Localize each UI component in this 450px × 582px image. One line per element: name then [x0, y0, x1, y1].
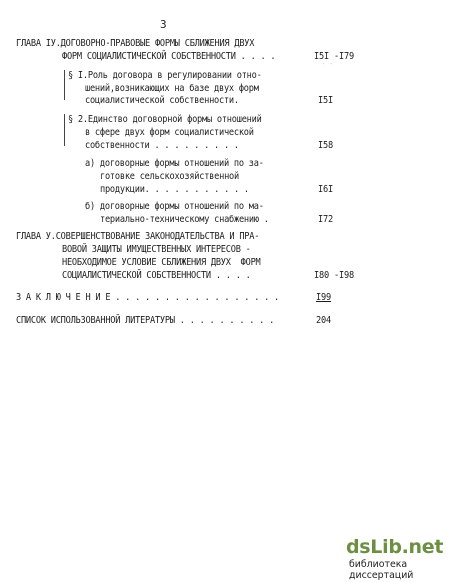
chapter-4-title-line-2: ФОРМ СОЦИАЛИСТИЧЕСКОЙ СОБСТВЕННОСТИ . . . . [62, 51, 276, 62]
section-brace [64, 70, 65, 100]
subsection-a-title-line-2: готовке сельскохозяйственной [100, 171, 239, 182]
section-2-title-line-1: § 2.Единство договорной формы отношений [68, 114, 262, 125]
chapter-5-title-line-4: СОЦИАЛИСТИЧЕСКОЙ СОБСТВЕННОСТИ . . . . [62, 270, 251, 281]
subsection-b-page: I72 [318, 214, 334, 225]
subsection-a-title-line-1: а) договорные формы отношений по за- [85, 158, 264, 169]
chapter-4-title-line-1: ГЛАВА IУ.ДОГОВОРНО-ПРАВОВЫЕ ФОРМЫ СБЛИЖЕНИЯ ДВУХ [16, 38, 255, 49]
pencil-mark: ˙ ˙ [322, 63, 333, 70]
bibliography-entry: СПИСОК ИСПОЛЬЗОВАННОЙ ЛИТЕРАТУРЫ . . . . . . . . . . [16, 315, 275, 326]
chapter-5-title-line-2: ВОВОЙ ЗАЩИТЫ ИМУЩЕСТВЕННЫХ ИНТЕРЕСОВ - [62, 244, 251, 255]
subsection-b-title-line-1: б) договорные формы отношений по ма- [85, 201, 264, 212]
section-1-title-line-3: социалистической собственности. [85, 95, 239, 106]
conclusion-entry: З А К Л Ю Ч Е Н И Е . . . . . . . . . . . . . . . . . [16, 292, 280, 303]
chapter-5-page-range: I80 -I98 [314, 270, 355, 281]
conclusion-page: I99 [316, 292, 332, 303]
subsection-a-page: I6I [318, 184, 334, 195]
section-2-title-line-2: в сфере двух форм социалистической [85, 127, 254, 138]
section-2-page: I58 [318, 140, 334, 151]
section-1-page: I5I [318, 95, 334, 106]
bibliography-page: 204 [316, 315, 332, 326]
subsection-b-title-line-2: териально-техническому снабжению . [100, 214, 269, 225]
dslib-logo: dsLib.net [346, 536, 444, 558]
subsection-a-title-line-3: продукции. . . . . . . . . . . [100, 184, 249, 195]
dslib-subtitle: библиотека диссертаций [349, 559, 414, 581]
chapter-4-page-range: I5I -I79 [314, 51, 355, 62]
section-1-title-line-1: § I.Роль договора в регулировании отно- [68, 70, 262, 81]
chapter-5-title-line-1: ГЛАВА У.СОВЕРШЕНСТВОВАНИЕ ЗАКОНОДАТЕЛЬСТВА И ПРА- [16, 231, 260, 242]
section-2-title-line-3: собственности . . . . . . . . . [85, 140, 239, 151]
chapter-5-title-line-3: НЕОБХОДИМОЕ УСЛОВИЕ СБЛИЖЕНИЯ ДВУХ ФОРМ [62, 257, 261, 268]
page-number: 3 [160, 18, 167, 31]
section-1-title-line-2: шений,возникающих на базе двух форм [85, 83, 259, 94]
section-brace [64, 114, 65, 146]
